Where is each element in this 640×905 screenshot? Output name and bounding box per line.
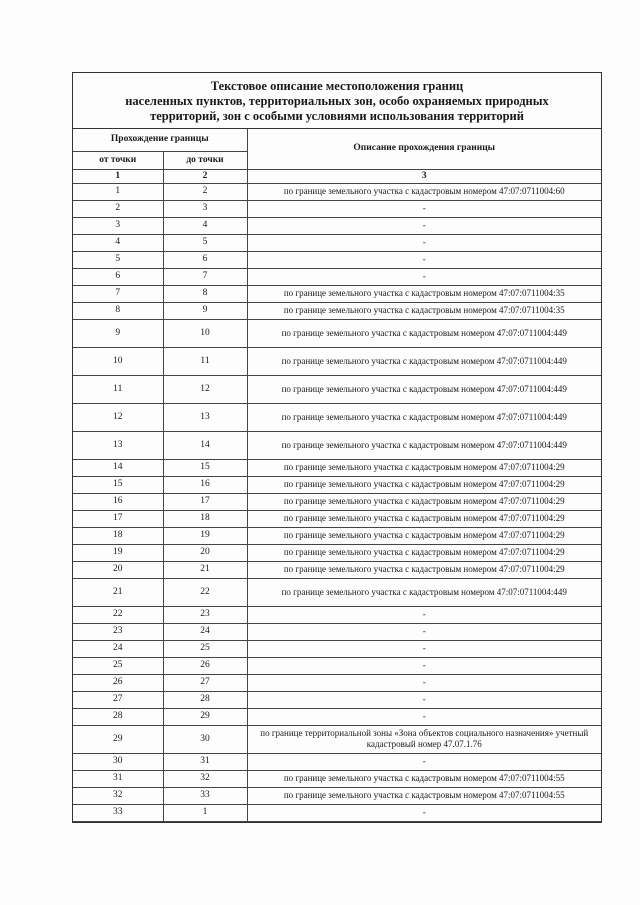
description-cell: по границе земельного участка с кадастровым номером 47:07:0711004:449 <box>247 319 601 347</box>
description-cell: по границе земельного участка с кадастровым номером 47:07:0711004:60 <box>247 183 601 200</box>
to-point-cell: 25 <box>163 640 247 657</box>
to-point-cell: 23 <box>163 606 247 623</box>
table-row <box>73 319 601 347</box>
title-line: территорий, зон с особыми условиями использования территорий <box>150 109 524 123</box>
from-point-cell: 5 <box>73 251 163 268</box>
from-point-cell: 32 <box>73 787 163 804</box>
to-point-cell: 17 <box>163 493 247 510</box>
table-row <box>73 753 601 770</box>
to-point-cell: 5 <box>163 234 247 251</box>
from-point-cell: 21 <box>73 578 163 606</box>
from-point-cell: 8 <box>73 302 163 319</box>
description-cell: - <box>247 606 601 623</box>
description-cell: по границе земельного участка с кадастровым номером 47:07:0711004:29 <box>247 527 601 544</box>
to-point-cell: 1 <box>163 804 247 821</box>
description-cell: - <box>247 657 601 674</box>
to-point-cell: 8 <box>163 285 247 302</box>
from-point-cell: 23 <box>73 623 163 640</box>
table-body <box>73 183 601 821</box>
from-point-cell: 29 <box>73 725 163 753</box>
table-row <box>73 268 601 285</box>
table-row <box>73 285 601 302</box>
to-point-cell: 9 <box>163 302 247 319</box>
table-row <box>73 578 601 606</box>
to-point-cell: 28 <box>163 691 247 708</box>
description-cell: по границе земельного участка с кадастровым номером 47:07:0711004:449 <box>247 375 601 403</box>
from-point-cell: 11 <box>73 375 163 403</box>
description-header: Описание прохождения границы <box>247 129 601 169</box>
description-cell: по границе земельного участка с кадастровым номером 47:07:0711004:449 <box>247 431 601 459</box>
description-cell: по границе земельного участка с кадастровым номером 47:07:0711004:29 <box>247 476 601 493</box>
table-row <box>73 787 601 804</box>
description-cell: по границе земельного участка с кадастровым номером 47:07:0711004:29 <box>247 459 601 476</box>
description-cell: - <box>247 234 601 251</box>
description-cell: - <box>247 691 601 708</box>
table-row <box>73 657 601 674</box>
from-point-cell: 33 <box>73 804 163 821</box>
to-point-cell: 29 <box>163 708 247 725</box>
from-point-cell: 16 <box>73 493 163 510</box>
table-row <box>73 708 601 725</box>
to-point-cell: 14 <box>163 431 247 459</box>
description-cell: по границе земельного участка с кадастровым номером 47:07:0711004:449 <box>247 347 601 375</box>
from-point-cell: 20 <box>73 561 163 578</box>
from-point-cell: 24 <box>73 640 163 657</box>
from-point-header: от точки <box>73 151 163 169</box>
description-cell: - <box>247 200 601 217</box>
to-point-cell: 4 <box>163 217 247 234</box>
from-point-cell: 9 <box>73 319 163 347</box>
to-point-cell: 2 <box>163 183 247 200</box>
to-point-cell: 22 <box>163 578 247 606</box>
table-row <box>73 200 601 217</box>
table-row <box>73 431 601 459</box>
table-row <box>73 347 601 375</box>
table-row <box>73 527 601 544</box>
table-row <box>73 640 601 657</box>
to-point-cell: 3 <box>163 200 247 217</box>
table-row <box>73 510 601 527</box>
boundary-table-frame <box>72 72 602 823</box>
table-row <box>73 403 601 431</box>
table-row <box>73 183 601 200</box>
description-cell: по границе земельного участка с кадастровым номером 47:07:0711004:449 <box>247 403 601 431</box>
table-row <box>73 476 601 493</box>
table-row <box>73 606 601 623</box>
from-point-cell: 3 <box>73 217 163 234</box>
passage-header: Прохождение границы <box>73 129 247 151</box>
description-cell: по границе земельного участка с кадастровым номером 47:07:0711004:29 <box>247 493 601 510</box>
to-point-cell: 26 <box>163 657 247 674</box>
to-point-cell: 15 <box>163 459 247 476</box>
to-point-cell: 27 <box>163 674 247 691</box>
to-point-cell: 31 <box>163 753 247 770</box>
table-row <box>73 217 601 234</box>
description-cell: по границе земельного участка с кадастровым номером 47:07:0711004:29 <box>247 510 601 527</box>
to-point-cell: 7 <box>163 268 247 285</box>
description-cell: - <box>247 623 601 640</box>
description-cell: по границе земельного участка с кадастровым номером 47:07:0711004:55 <box>247 770 601 787</box>
description-cell: по границе земельного участка с кадастровым номером 47:07:0711004:55 <box>247 787 601 804</box>
from-point-cell: 12 <box>73 403 163 431</box>
table-row <box>73 459 601 476</box>
document-title <box>73 73 601 129</box>
to-point-cell: 24 <box>163 623 247 640</box>
from-point-cell: 18 <box>73 527 163 544</box>
table-row <box>73 674 601 691</box>
column-number: 1 <box>73 169 163 183</box>
table-row <box>73 725 601 753</box>
to-point-cell: 30 <box>163 725 247 753</box>
to-point-cell: 13 <box>163 403 247 431</box>
from-point-cell: 26 <box>73 674 163 691</box>
table-row <box>73 302 601 319</box>
description-cell: - <box>247 268 601 285</box>
from-point-cell: 31 <box>73 770 163 787</box>
from-point-cell: 28 <box>73 708 163 725</box>
from-point-cell: 14 <box>73 459 163 476</box>
table-row <box>73 691 601 708</box>
table-row <box>73 251 601 268</box>
to-point-header: до точки <box>163 151 247 169</box>
description-cell: по границе земельного участка с кадастровым номером 47:07:0711004:35 <box>247 302 601 319</box>
from-point-cell: 6 <box>73 268 163 285</box>
description-cell: - <box>247 217 601 234</box>
to-point-cell: 18 <box>163 510 247 527</box>
table-row <box>73 493 601 510</box>
column-number: 2 <box>163 169 247 183</box>
description-cell: - <box>247 674 601 691</box>
description-cell: - <box>247 753 601 770</box>
to-point-cell: 11 <box>163 347 247 375</box>
to-point-cell: 33 <box>163 787 247 804</box>
title-line: Текстовое описание местоположения границ <box>210 79 464 93</box>
from-point-cell: 2 <box>73 200 163 217</box>
table-row <box>73 375 601 403</box>
from-point-cell: 13 <box>73 431 163 459</box>
to-point-cell: 19 <box>163 527 247 544</box>
from-point-cell: 17 <box>73 510 163 527</box>
table-row <box>73 234 601 251</box>
to-point-cell: 6 <box>163 251 247 268</box>
from-point-cell: 27 <box>73 691 163 708</box>
description-cell: - <box>247 708 601 725</box>
description-cell: - <box>247 251 601 268</box>
from-point-cell: 1 <box>73 183 163 200</box>
description-cell: по границе земельного участка с кадастровым номером 47:07:0711004:29 <box>247 561 601 578</box>
from-point-cell: 15 <box>73 476 163 493</box>
description-cell: по границе земельного участка с кадастровым номером 47:07:0711004:449 <box>247 578 601 606</box>
description-cell: - <box>247 640 601 657</box>
from-point-cell: 25 <box>73 657 163 674</box>
table-row <box>73 623 601 640</box>
to-point-cell: 10 <box>163 319 247 347</box>
description-cell: - <box>247 804 601 821</box>
from-point-cell: 7 <box>73 285 163 302</box>
from-point-cell: 4 <box>73 234 163 251</box>
from-point-cell: 10 <box>73 347 163 375</box>
to-point-cell: 12 <box>163 375 247 403</box>
to-point-cell: 21 <box>163 561 247 578</box>
boundary-table <box>73 129 601 822</box>
to-point-cell: 32 <box>163 770 247 787</box>
table-row <box>73 544 601 561</box>
table-row <box>73 804 601 821</box>
description-cell: по границе земельного участка с кадастровым номером 47:07:0711004:35 <box>247 285 601 302</box>
from-point-cell: 30 <box>73 753 163 770</box>
from-point-cell: 19 <box>73 544 163 561</box>
title-line: населенных пунктов, территориальных зон, особо охраняемых природных <box>125 94 549 108</box>
from-point-cell: 22 <box>73 606 163 623</box>
table-row <box>73 561 601 578</box>
description-cell: по границе земельного участка с кадастровым номером 47:07:0711004:29 <box>247 544 601 561</box>
table-row <box>73 770 601 787</box>
description-cell: по границе территориальной зоны «Зона объектов социального назначения» учетный кадастровый номер 47.07.1.76 <box>247 725 601 753</box>
to-point-cell: 20 <box>163 544 247 561</box>
column-number: 3 <box>247 169 601 183</box>
to-point-cell: 16 <box>163 476 247 493</box>
